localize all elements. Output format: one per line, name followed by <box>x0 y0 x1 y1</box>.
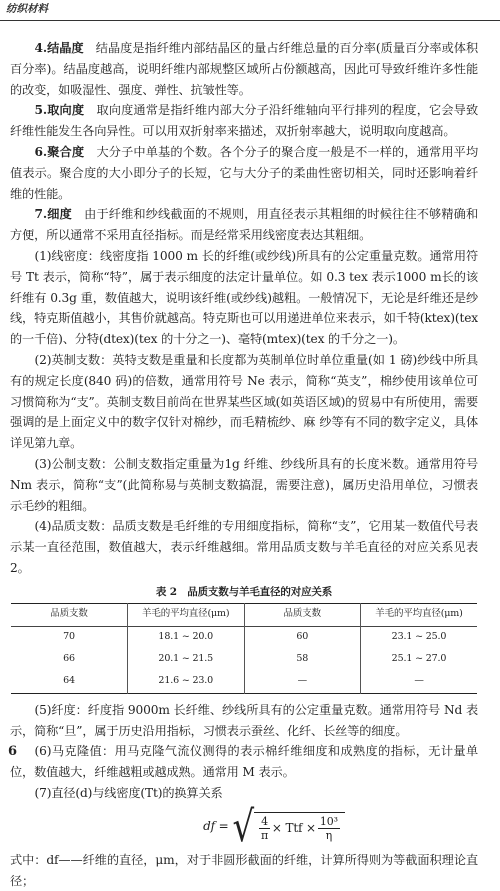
header-title: 纺织材料 <box>6 3 48 15</box>
table-header-row <box>11 603 477 626</box>
table-cell: — <box>414 675 424 687</box>
page-number: 6 <box>8 744 18 759</box>
fraction-denominator: π <box>260 828 269 842</box>
paragraph-english-count: (2)英制支数：英特支数是重量和长度都为英制单位时单位重量(如 1 磅)纱线中所具有的规定长度(840 码)的倍数，通常用符号 Ne 表示，简称“英支”，棉纱使用该单位可习惯简称为“支”。英制支数目前尚在世界某些区域(如英语区域)的贸易中有所使用，需要强调的是上面定义中的数字仅针对棉纱，而毛精梳纱、麻 纱等有不同的数字定义，具体详见第九章。 <box>10 352 478 451</box>
paragraph-fineness <box>10 204 478 246</box>
table-cell: 58 <box>244 649 361 671</box>
table-cell: 25.1 ~ 27.0 <box>391 653 447 665</box>
heading-orientation: 5.取向度 <box>34 103 85 118</box>
paragraph-micronaire: (6)马克隆值：用马克隆气流仪测得的表示棉纤维细度和成熟度的指标，无计量单位，数值越大，纤维越粗或越成熟。通常用 M 表示。 <box>10 744 478 780</box>
table-cell: 23.1 ~ 25.0 <box>391 631 447 643</box>
fraction-1000-over-eta <box>318 815 340 842</box>
paragraph-diameter-conversion: (7)直径(d)与线密度(Tt)的换算关系 <box>34 785 223 800</box>
fraction-numerator: 4 <box>261 814 268 828</box>
table-header-cell: 羊毛的平均直径(μm) <box>128 603 245 626</box>
table-cell: 64 <box>11 671 128 694</box>
fraction-denominator: η <box>325 828 333 842</box>
heading-fineness: 7.细度 <box>34 207 72 222</box>
table-header-cell: 品质支数 <box>244 603 361 626</box>
diameter-formula <box>70 801 478 852</box>
table-header-cell: 品质支数 <box>11 603 128 626</box>
table-header-cell: 羊毛的平均直径(μm) <box>375 608 463 620</box>
paragraph-linear-density: (1)线密度：线密度指 1000 m 长的纤维(或纱线)所具有的公定重量克数。通常用符号 Tt 表示，简称“特”，属于表示细度的法定计量单位。如 0.3 tex 表示1000 m长的该纤维有 0.3g 重，数值越大，说明该纤维(或纱线)越粗。一般情况下，无论是纤维还是纱线，特克斯值越小，其售价就越高。特克斯也可以用递进单位来表示，如千特(ktex)(tex 的一千倍)、分特(dtex)(tex 的十分之一)、毫特(mtex)(tex 的千分之一)。 <box>10 248 478 347</box>
paragraph-quality-count: (4)品质支数：品质支数是毛纤维的专用细度指标，简称“支”，它用某一数值代号表示某一直径范围，数值越大，表示纤维越细。常用品质支数与羊毛直径的对应关系见表2。 <box>10 519 478 575</box>
table-caption: 表 2 品质支数与羊毛直径的对应关系 <box>155 585 333 598</box>
table-cell: 70 <box>11 626 128 649</box>
table-cell: 20.1 ~ 21.5 <box>128 649 245 671</box>
page-header <box>0 0 500 22</box>
table-row <box>11 626 477 649</box>
paragraph-orientation <box>10 100 478 142</box>
table-row <box>11 649 477 671</box>
table-row <box>11 671 477 694</box>
fraction-4-over-pi <box>259 815 270 842</box>
quality-count-table <box>11 603 477 694</box>
table-cell: — <box>244 671 361 694</box>
text-polymerization: 大分子中单基的个数。各个分子的聚合度一般是不一样的，通常用平均值表示。聚合度的大小即分子的长短，它与大分子的柔曲性密切相关，同时还影响着纤维的性能。 <box>10 144 478 201</box>
paragraph-crystallinity <box>10 38 478 100</box>
formula-radicand <box>254 812 345 842</box>
sqrt-symbol: √ <box>232 801 255 852</box>
table-cell: 21.6 ~ 23.0 <box>128 671 245 694</box>
table-cell: 66 <box>11 649 128 671</box>
text-orientation: 取向度通常是指纤维内部大分子沿纤维轴向平行排列的程度，它会导致纤维性能发生各向异性。可以用双折射率来描述，双折射率越大，说明取向度越高。 <box>10 103 478 139</box>
table-cell: 18.1 ~ 20.0 <box>128 626 245 649</box>
paragraph-metric-count: (3)公制支数：公制支数指定重量为1g 纤维、纱线所具有的长度米数。通常用符号 Nm 表示，简称“支”(此简称易与英制支数搞混，需要注意)，属历史沿用单位，习惯表示毛纱的粗细。 <box>10 456 478 513</box>
formula-middle: × Ttf × <box>271 820 316 835</box>
paragraph-denier: (5)纤度：纤度指 9000m 长纤维、纱线所具有的公定重量克数。通常用符号 Nd 表示，简称“旦”，属于历史沿用指标，习惯表示蚕丝、化纤、长丝等的细度。 <box>10 702 478 738</box>
table-cell: 60 <box>244 626 361 649</box>
fraction-numerator: 10³ <box>319 814 338 828</box>
paragraph-formula-legend: 式中：df——纤维的直径，μm，对于非圆形截面的纤维，计算所得则为等截面积理论直径； <box>10 852 478 888</box>
text-fineness: 由于纤维和纱线截面的不规则，用直径表示其粗细的时候往往不够精确和方便，所以通常不采用直径指标。而是经常采用线密度表达其粗细。 <box>10 207 478 243</box>
document-body <box>10 38 478 891</box>
paragraph-polymerization <box>10 142 478 204</box>
text-crystallinity: 结晶度是指纤维内部结晶区的量占纤维总量的百分率(质量百分率或体积百分率)。结晶度越高，说明纤维内部规整区域所占份额越高，因此可导致纤维许多性能的改变，如吸湿性、强度、弹性、抗皱性等。 <box>10 41 478 97</box>
heading-crystallinity: 4.结晶度 <box>34 41 84 55</box>
formula-lhs: df = <box>203 819 229 834</box>
header-rule <box>0 20 500 21</box>
heading-polymerization: 6.聚合度 <box>34 144 85 159</box>
